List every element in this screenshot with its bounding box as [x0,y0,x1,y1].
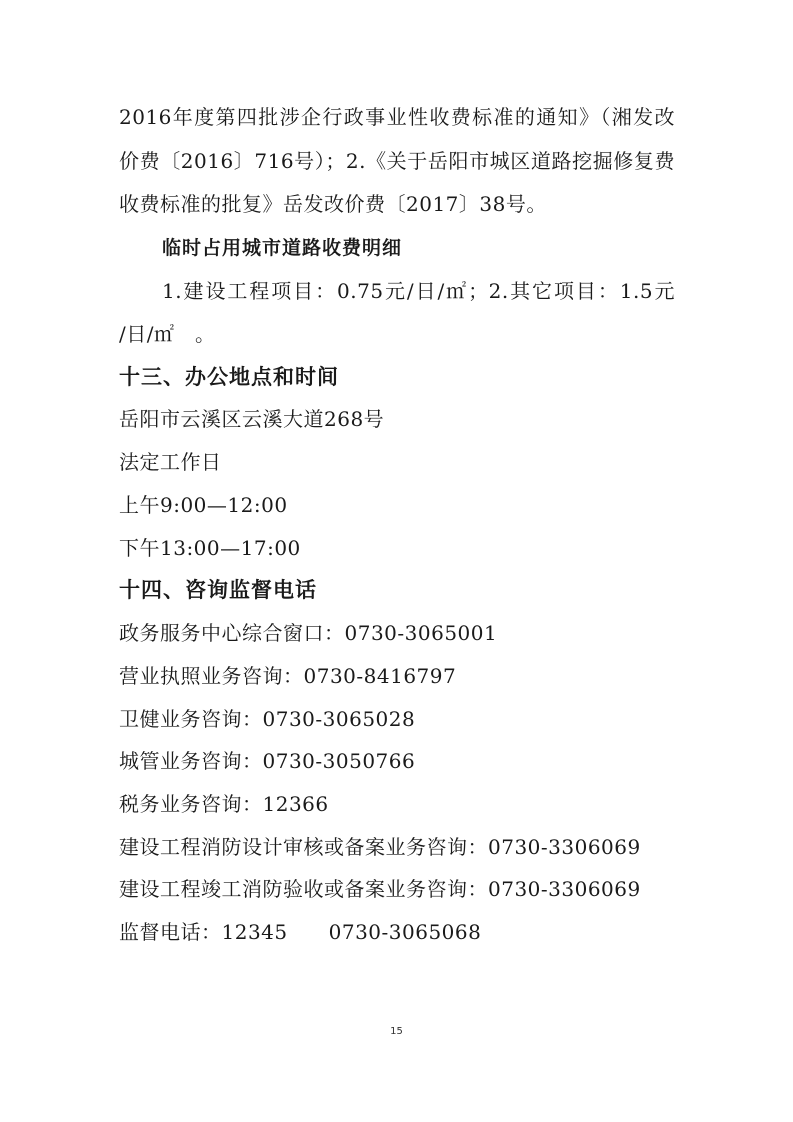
morning-hours: 上午9:00—12:00 [119,493,288,517]
ref-line-2: 价费〔2016〕716号）；2.《关于岳阳市城区道路挖掘修复费 [119,149,675,173]
fee-detail-heading: 临时占用城市道路收费明细 [162,237,403,259]
office-address: 岳阳市云溪区云溪大道268号 [119,407,385,431]
ref-line-3: 收费标准的批复》岳发改价费〔2017〕38号。 [119,192,547,216]
fee-detail-line-1: 1.建设工程项目：0.75元/日/㎡；2.其它项目：1.5元 [162,279,675,303]
fee-detail-line-2: /日/㎡ 。 [119,322,216,346]
phone-line: 卫健业务咨询：0730-3065028 [119,707,416,731]
ref-line-1: 2016年度第四批涉企行政事业性收费标准的通知》（湘发改 [119,105,675,129]
phone-line: 建设工程消防设计审核或备案业务咨询：0730-3306069 [119,835,641,859]
page-number: 15 [390,1026,403,1037]
section-13-heading: 十三、办公地点和时间 [119,365,339,389]
phone-line: 城管业务咨询：0730-3050766 [119,749,416,773]
supervision-phone: 监督电话：12345 0730-3065068 [119,920,482,944]
phone-line: 营业执照业务咨询：0730-8416797 [119,664,457,688]
afternoon-hours: 下午13:00—17:00 [119,536,301,560]
phone-line: 政务服务中心综合窗口：0730-3065001 [119,621,498,645]
section-14-heading: 十四、咨询监督电话 [119,578,317,602]
workdays: 法定工作日 [119,450,222,474]
phone-line: 税务业务咨询：12366 [119,792,329,816]
phone-line: 建设工程竣工消防验收或备案业务咨询：0730-3306069 [119,877,641,901]
